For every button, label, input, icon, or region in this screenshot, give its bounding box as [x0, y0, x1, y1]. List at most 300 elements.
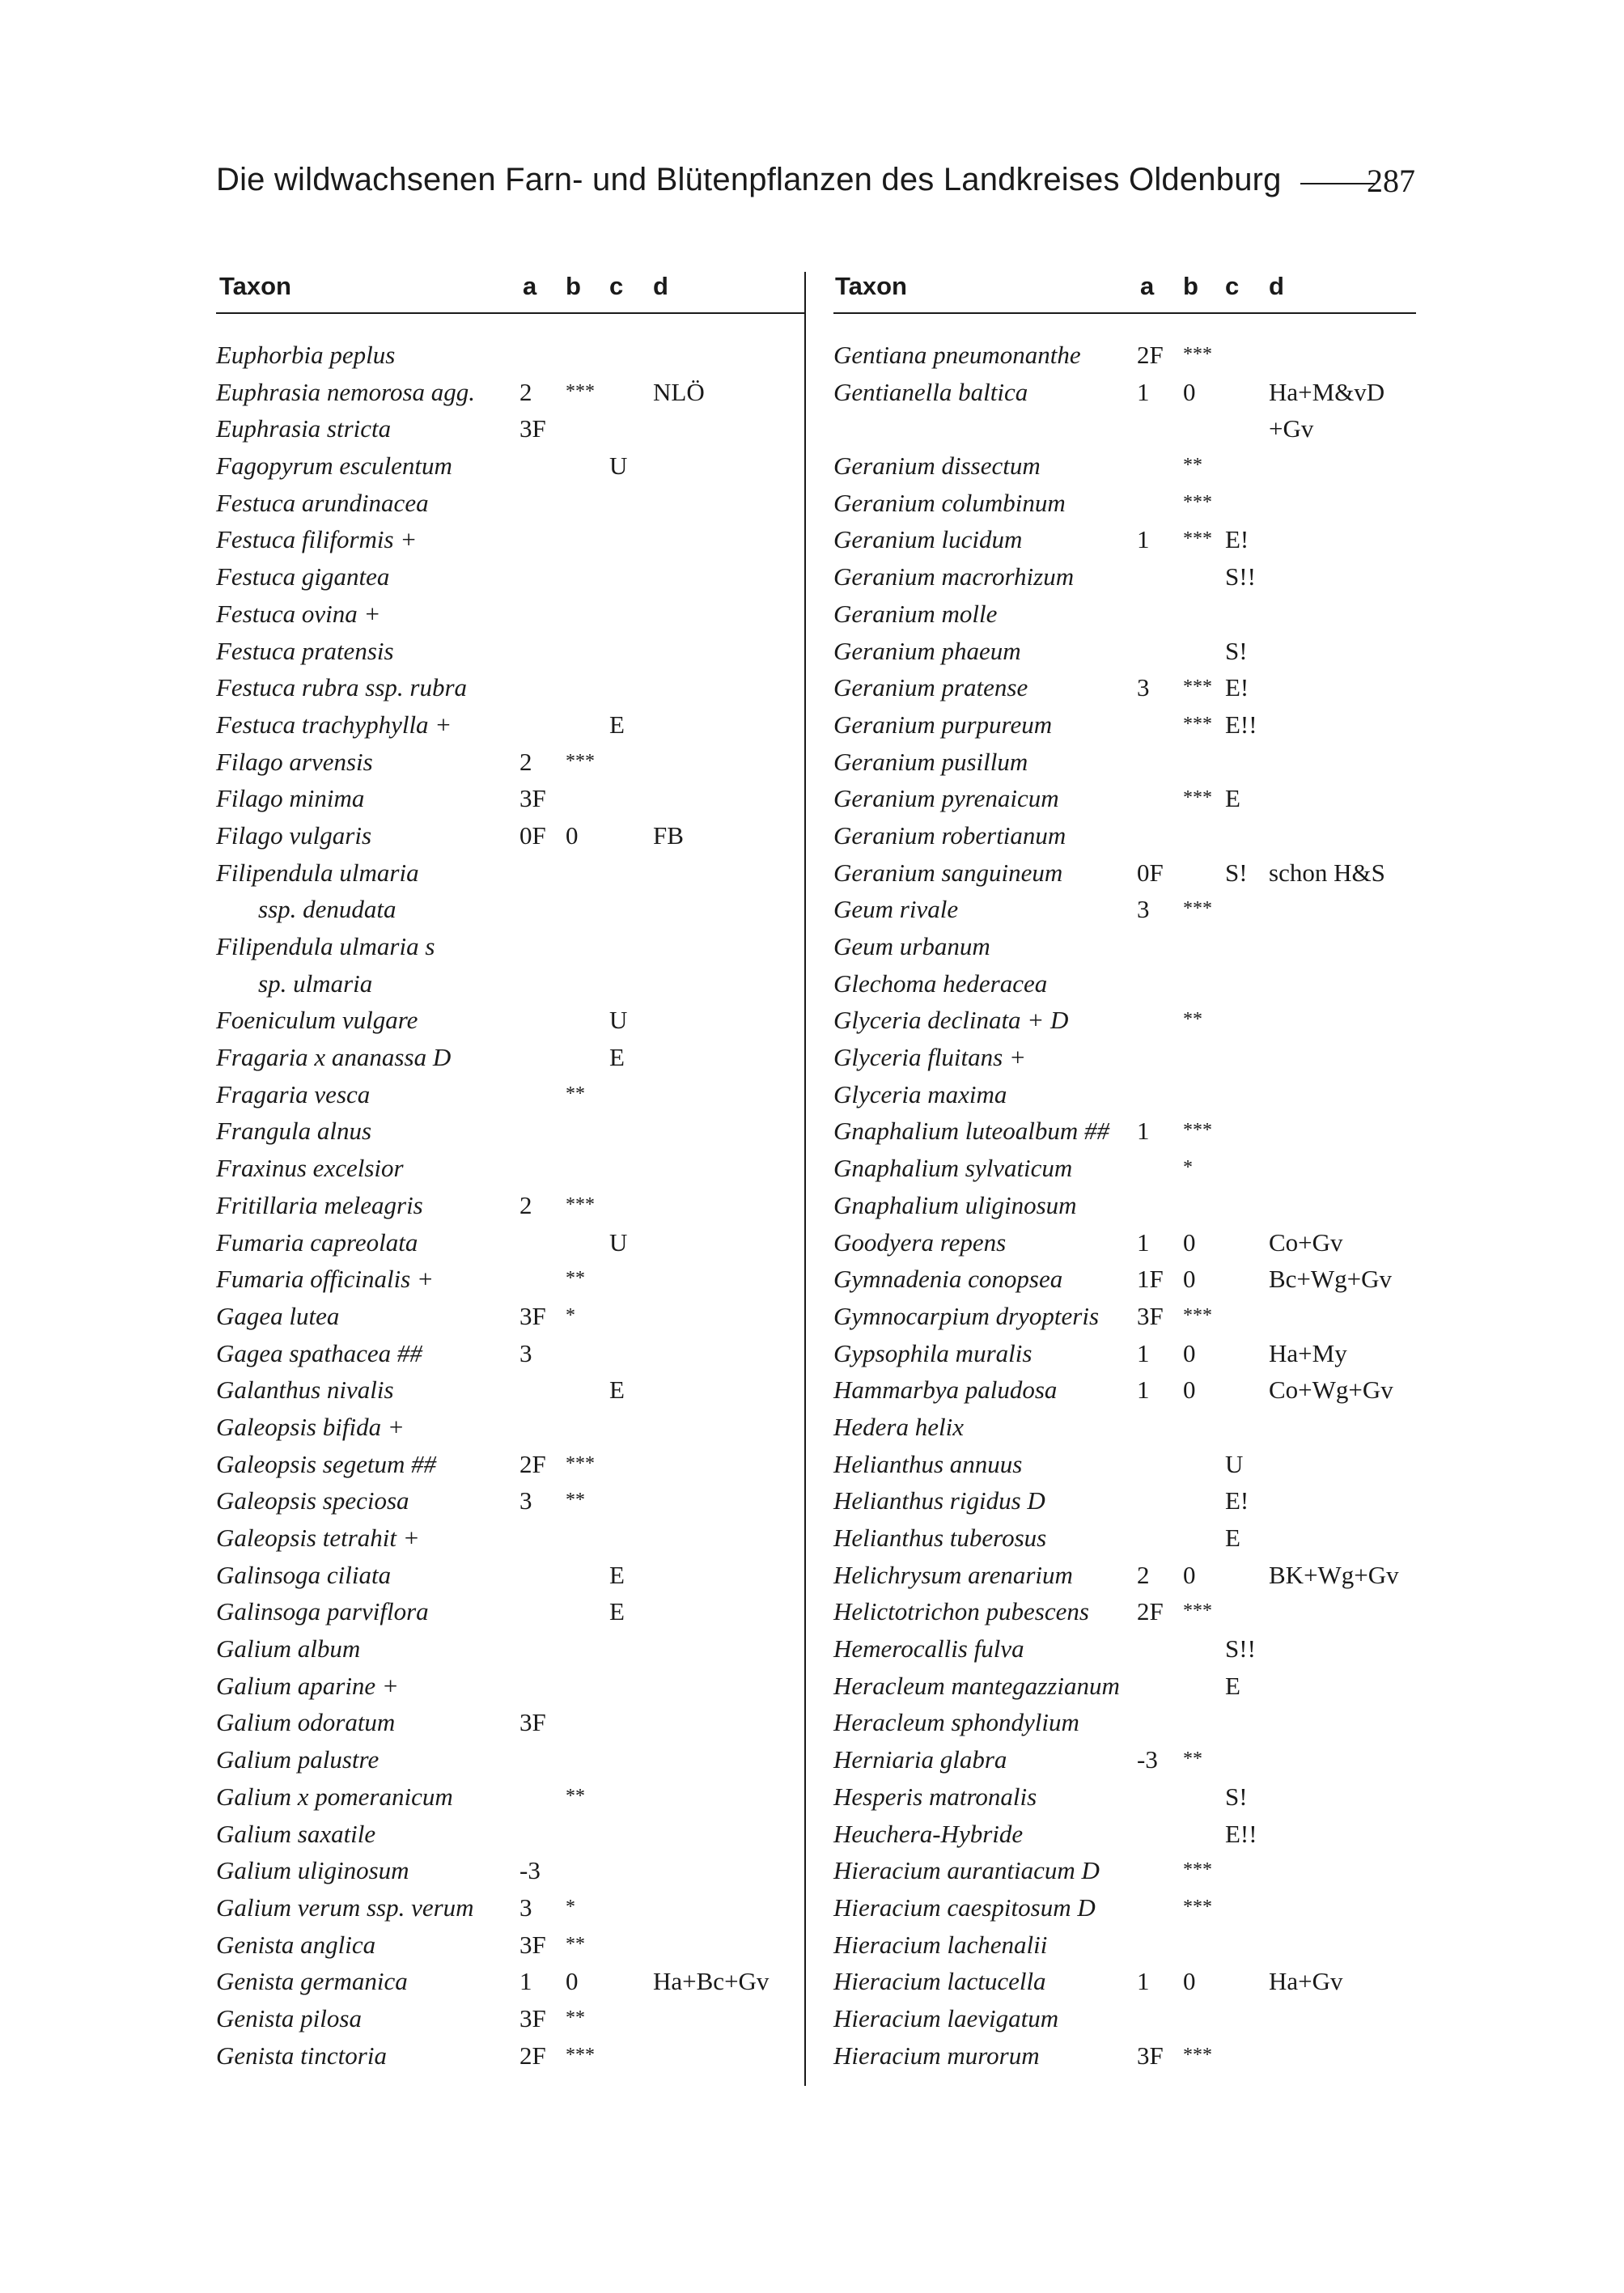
table-row	[216, 2037, 803, 2075]
header-taxon: Taxon	[219, 272, 291, 300]
a-cell: 2	[1137, 1560, 1150, 1589]
b-cell: **	[1183, 1748, 1202, 1770]
table-row	[833, 928, 1416, 965]
a-cell: 3	[519, 1486, 532, 1515]
b-cell: ***	[1183, 713, 1212, 735]
table-row	[216, 706, 803, 744]
right-table	[833, 267, 1416, 2087]
a-cell: 3F	[519, 1930, 546, 1959]
taxon-cell: Hieracium laevigatum	[833, 2003, 1059, 2032]
taxon-cell: Geranium dissectum	[833, 451, 1041, 481]
b-cell: **	[566, 1083, 585, 1104]
a-cell: 1F	[1137, 1265, 1164, 1294]
taxon-cell: Geranium macrorhizum	[833, 562, 1075, 591]
table-row	[216, 521, 803, 558]
taxon-cell: Festuca trachyphylla +	[216, 710, 452, 739]
c-cell: E!!	[1225, 1819, 1257, 1848]
header-rule	[833, 312, 1416, 314]
taxon-cell: Gentianella baltica	[833, 377, 1028, 406]
taxon-cell: Fumaria capreolata	[216, 1227, 418, 1257]
taxon-cell: Filago vulgaris	[216, 820, 372, 850]
table-row	[216, 410, 803, 447]
b-cell: ***	[1183, 1120, 1212, 1142]
right-table-header	[833, 267, 1416, 316]
taxon-cell: Geranium pyrenaicum	[833, 784, 1059, 813]
table-row	[216, 1446, 803, 1483]
table-row	[833, 1741, 1416, 1778]
table-row	[216, 928, 803, 965]
a-cell: 0F	[519, 820, 546, 850]
b-cell: 0	[1183, 1375, 1196, 1405]
a-cell: 3F	[1137, 1301, 1164, 1330]
a-cell: 3F	[519, 414, 546, 443]
taxon-cell: Galeopsis tetrahit +	[216, 1524, 420, 1552]
taxon-cell: Helianthus tuberosus	[833, 1524, 1047, 1552]
taxon-cell: Fumaria officinalis +	[216, 1265, 434, 1294]
taxon-cell: Genista anglica	[216, 1930, 376, 1959]
table-row	[216, 1150, 803, 1187]
table-row	[216, 1039, 803, 1076]
table-row	[216, 1076, 803, 1113]
taxon-cell: Gymnocarpium dryopteris	[833, 1301, 1100, 1330]
left-table-header	[216, 267, 803, 316]
b-cell: *	[1183, 1157, 1193, 1179]
d-cell: Ha+M&vD	[1269, 377, 1385, 406]
c-cell: E	[1225, 1671, 1240, 1700]
taxon-cell: Galinsoga parviflora	[216, 1597, 429, 1626]
taxon-cell: Filipendula ulmaria	[216, 858, 419, 887]
table-row	[216, 1963, 803, 2000]
b-cell: ***	[1183, 528, 1212, 550]
taxon-cell: Galanthus nivalis	[216, 1375, 394, 1405]
d-cell: Bc+Wg+Gv	[1269, 1265, 1393, 1294]
b-cell: *	[566, 1896, 575, 1918]
a-cell: 3	[519, 1338, 532, 1367]
a-cell: 2F	[519, 2041, 546, 2070]
table-row	[216, 1335, 803, 1372]
taxon-cell: Filipendula ulmaria s	[216, 932, 435, 960]
table-row	[216, 1704, 803, 1741]
table-row	[833, 965, 1416, 1002]
table-row	[216, 1889, 803, 1926]
taxon-cell: Hieracium aurantiacum D	[833, 1856, 1100, 1885]
b-cell: ***	[1183, 1600, 1212, 1622]
taxon-cell: Geum rivale	[833, 895, 959, 924]
table-row	[216, 633, 803, 670]
table-row	[216, 1926, 803, 1964]
table-row	[216, 817, 803, 854]
b-cell: ***	[566, 380, 595, 402]
header-c: c	[1225, 272, 1240, 300]
b-cell: ***	[1183, 1304, 1212, 1326]
table-row	[833, 1482, 1416, 1519]
b-cell: **	[1183, 455, 1202, 477]
a-cell: 2	[519, 1190, 532, 1219]
table-row	[216, 2000, 803, 2037]
header-a: a	[523, 272, 537, 300]
d-cell: NLÖ	[653, 377, 705, 406]
taxon-cell: Heracleum mantegazzianum	[833, 1671, 1120, 1700]
taxon-cell: Gagea lutea	[216, 1301, 340, 1330]
taxon-cell: Gnaphalium sylvaticum	[833, 1154, 1073, 1183]
a-cell: 1	[1137, 1967, 1150, 1996]
taxon-cell: Geranium purpureum	[833, 710, 1053, 739]
b-cell: ***	[1183, 898, 1212, 920]
a-cell: 2F	[519, 1449, 546, 1478]
taxon-cell: Helianthus annuus	[833, 1449, 1023, 1478]
table-row	[216, 558, 803, 596]
table-row	[216, 780, 803, 817]
taxon-cell: Helianthus rigidus D	[833, 1486, 1045, 1515]
table-row	[833, 1076, 1416, 1113]
left-rows	[216, 337, 803, 2074]
a-cell: 3F	[519, 1708, 546, 1737]
taxon-cell: Galeopsis segetum ##	[216, 1449, 437, 1478]
d-cell: Ha+Bc+Gv	[653, 1967, 770, 1996]
table-row	[833, 1002, 1416, 1039]
taxon-cell: Helichrysum arenarium	[833, 1560, 1073, 1589]
d-cell: Co+Gv	[1269, 1227, 1343, 1257]
table-row	[833, 1704, 1416, 1741]
table-row	[833, 1039, 1416, 1076]
b-cell: **	[1183, 1009, 1202, 1031]
d-cell: Ha+Gv	[1269, 1967, 1343, 1996]
taxon-cell: Geranium columbinum	[833, 488, 1066, 517]
taxon-cell: Heracleum sphondylium	[833, 1708, 1079, 1737]
taxon-cell: Geranium pratense	[833, 673, 1028, 702]
taxon-cell: Hesperis matronalis	[833, 1782, 1037, 1811]
header-b: b	[566, 272, 581, 300]
running-head	[216, 162, 1422, 210]
table-row	[216, 1224, 803, 1261]
table-row	[833, 1298, 1416, 1335]
taxon-cell: Hieracium lachenalii	[833, 1930, 1048, 1959]
table-row	[833, 596, 1416, 633]
table-row	[216, 891, 803, 928]
a-cell: -3	[519, 1856, 541, 1885]
table-row	[216, 1741, 803, 1778]
table-row	[833, 2037, 1416, 2075]
taxon-cell: Goodyera repens	[833, 1227, 1007, 1257]
table-row	[833, 854, 1416, 892]
table-row	[833, 817, 1416, 854]
taxon-cell: Glyceria declinata + D	[833, 1006, 1069, 1035]
d-cell: +Gv	[1269, 414, 1314, 443]
table-row	[833, 1668, 1416, 1705]
taxon-cell: Euphrasia nemorosa agg.	[216, 377, 476, 406]
a-cell: 1	[1137, 377, 1150, 406]
b-cell: ***	[1183, 344, 1212, 365]
c-cell: S!	[1225, 636, 1248, 665]
d-cell: Co+Wg+Gv	[1269, 1375, 1393, 1405]
taxon-cell: Genista pilosa	[216, 2003, 362, 2032]
table-row	[216, 1409, 803, 1446]
taxon-cell: sp. ulmaria	[258, 968, 373, 998]
taxon-cell: Galium odoratum	[216, 1708, 396, 1737]
taxon-cell: Euphrasia stricta	[216, 414, 392, 443]
taxon-cell: Geum urbanum	[833, 932, 990, 960]
header-d: d	[1269, 272, 1284, 300]
taxon-cell: Gypsophila muralis	[833, 1338, 1032, 1367]
table-row	[833, 1224, 1416, 1261]
taxon-cell: Galinsoga ciliata	[216, 1560, 392, 1589]
b-cell: 0	[1183, 1265, 1196, 1294]
taxon-cell: Glyceria maxima	[833, 1079, 1007, 1108]
c-cell: E	[609, 1043, 625, 1072]
taxon-cell: Hedera helix	[833, 1412, 964, 1441]
column-divider	[804, 272, 806, 2086]
table-row	[833, 1519, 1416, 1557]
c-cell: E!	[1225, 1486, 1249, 1515]
table-row	[216, 1113, 803, 1150]
taxon-cell: ssp. denudata	[258, 895, 396, 924]
a-cell: 2F	[1137, 1597, 1164, 1626]
taxon-cell: Gymnadenia conopsea	[833, 1265, 1063, 1294]
taxon-cell: Galium aparine +	[216, 1671, 399, 1700]
table-row	[833, 744, 1416, 781]
taxon-cell: Festuca arundinacea	[216, 488, 429, 517]
table-row	[216, 337, 803, 374]
table-row	[216, 447, 803, 485]
table-row	[216, 965, 803, 1002]
running-head-title: Die wildwachsenen Farn- und Blütenpflanzen des Landkreises Oldenburg	[216, 162, 1282, 197]
taxon-cell: Geranium molle	[833, 599, 998, 628]
table-row	[833, 669, 1416, 706]
table-row	[216, 1778, 803, 1816]
b-cell: ***	[566, 1193, 595, 1215]
table-row	[833, 1371, 1416, 1409]
taxon-cell: Galeopsis bifida +	[216, 1412, 405, 1441]
taxon-cell: Gnaphalium luteoalbum ##	[833, 1117, 1109, 1146]
table-row	[216, 1482, 803, 1519]
b-cell: 0	[1183, 1560, 1196, 1589]
b-cell: ***	[566, 1452, 595, 1474]
taxon-cell: Herniaria glabra	[833, 1745, 1007, 1774]
taxon-cell: Fragaria vesca	[216, 1079, 371, 1108]
c-cell: S!!	[1225, 1634, 1256, 1664]
a-cell: 3F	[519, 784, 546, 813]
table-row	[833, 1778, 1416, 1816]
taxon-cell: Geranium pusillum	[833, 747, 1028, 776]
b-cell: **	[566, 1268, 585, 1290]
taxon-cell: Glechoma hederacea	[833, 968, 1048, 998]
a-cell: 1	[1137, 525, 1150, 554]
b-cell: ***	[1183, 1896, 1212, 1918]
b-cell: *	[566, 1304, 575, 1326]
table-row	[216, 596, 803, 633]
b-cell: ***	[1183, 676, 1212, 698]
table-row	[216, 1852, 803, 1889]
table-row	[833, 1409, 1416, 1446]
c-cell: E	[609, 710, 625, 739]
table-row	[216, 1371, 803, 1409]
a-cell: 3	[519, 1892, 532, 1922]
header-taxon: Taxon	[835, 272, 907, 300]
c-cell: U	[1225, 1449, 1244, 1478]
taxon-cell: Galium uliginosum	[216, 1856, 409, 1885]
taxon-cell: Galium x pomeranicum	[216, 1782, 453, 1811]
c-cell: E	[609, 1597, 625, 1626]
a-cell: 0F	[1137, 858, 1164, 887]
taxon-cell: Gnaphalium uliginosum	[833, 1190, 1077, 1219]
a-cell: 1	[1137, 1338, 1150, 1367]
taxon-cell: Festuca gigantea	[216, 562, 390, 591]
table-row	[216, 1519, 803, 1557]
taxon-cell: Euphorbia peplus	[216, 341, 396, 369]
taxon-cell: Helictotrichon pubescens	[833, 1597, 1089, 1626]
table-row	[833, 1816, 1416, 1853]
taxon-cell: Heuchera-Hybride	[833, 1819, 1024, 1848]
taxon-cell: Hemerocallis fulva	[833, 1634, 1024, 1664]
header-b: b	[1183, 272, 1198, 300]
a-cell: 2	[519, 377, 532, 406]
header-d: d	[653, 272, 668, 300]
taxon-cell: Festuca filiformis +	[216, 525, 418, 554]
right-rows	[833, 337, 1416, 2074]
b-cell: 0	[1183, 1967, 1196, 1996]
c-cell: S!!	[1225, 562, 1256, 591]
a-cell: 1	[1137, 1117, 1150, 1146]
running-head-dash	[1300, 183, 1375, 184]
b-cell: 0	[566, 1967, 579, 1996]
taxon-cell: Geranium robertianum	[833, 820, 1066, 850]
d-cell: BK+Wg+Gv	[1269, 1560, 1399, 1589]
c-cell: E	[609, 1560, 625, 1589]
taxon-cell: Hammarbya paludosa	[833, 1375, 1058, 1405]
left-table	[216, 267, 803, 2087]
table-row	[216, 1630, 803, 1668]
b-cell: ***	[1183, 787, 1212, 809]
table-row	[216, 1187, 803, 1224]
table-row	[833, 1150, 1416, 1187]
table-row	[216, 485, 803, 522]
table-row	[833, 1557, 1416, 1594]
b-cell: 0	[1183, 1227, 1196, 1257]
taxon-cell: Festuca pratensis	[216, 636, 394, 665]
b-cell: **	[566, 1490, 585, 1511]
b-cell: 0	[1183, 1338, 1196, 1367]
c-cell: U	[609, 1006, 628, 1035]
table-row	[833, 337, 1416, 374]
c-cell: E	[609, 1375, 625, 1405]
taxon-cell: Filago arvensis	[216, 747, 373, 776]
a-cell: 3F	[519, 2003, 546, 2032]
table-row	[216, 374, 803, 411]
taxon-cell: Frangula alnus	[216, 1117, 372, 1146]
table-row	[216, 1298, 803, 1335]
b-cell: **	[566, 1933, 585, 1955]
taxon-cell: Festuca rubra ssp. rubra	[216, 673, 468, 702]
table-row	[833, 780, 1416, 817]
table-row	[833, 633, 1416, 670]
taxon-cell: Hieracium murorum	[833, 2041, 1040, 2070]
table-row	[216, 1668, 803, 1705]
header-a: a	[1140, 272, 1155, 300]
table-row	[833, 1187, 1416, 1224]
c-cell: E	[1225, 1524, 1240, 1552]
table-row	[833, 558, 1416, 596]
table-row	[833, 447, 1416, 485]
table-row	[833, 374, 1416, 411]
b-cell: **	[566, 2007, 585, 2028]
taxon-cell: Galium verum ssp. verum	[216, 1892, 474, 1922]
c-cell: E!!	[1225, 710, 1257, 739]
d-cell: schon H&S	[1269, 858, 1385, 887]
table-row	[833, 1335, 1416, 1372]
taxon-cell: Hieracium caespitosum D	[833, 1892, 1096, 1922]
c-cell: U	[609, 1227, 628, 1257]
a-cell: 2F	[1137, 341, 1164, 369]
c-cell: E!	[1225, 673, 1249, 702]
b-cell: **	[566, 1785, 585, 1807]
table-row	[833, 485, 1416, 522]
taxon-cell: Galium palustre	[216, 1745, 379, 1774]
c-cell: U	[609, 451, 628, 481]
a-cell: 1	[519, 1967, 532, 1996]
a-cell: 1	[1137, 1375, 1150, 1405]
table-row	[833, 1630, 1416, 1668]
table-row	[833, 891, 1416, 928]
taxon-cell: Geranium sanguineum	[833, 858, 1063, 887]
a-cell: 2	[519, 747, 532, 776]
c-cell: S!	[1225, 858, 1248, 887]
c-cell: S!	[1225, 1782, 1248, 1811]
b-cell: 0	[1183, 377, 1196, 406]
a-cell: 3	[1137, 673, 1150, 702]
table-row	[833, 706, 1416, 744]
table-row	[216, 669, 803, 706]
a-cell: 3F	[1137, 2041, 1164, 2070]
table-row	[833, 521, 1416, 558]
table-row	[833, 1889, 1416, 1926]
table-row	[216, 1002, 803, 1039]
table-row	[833, 2000, 1416, 2037]
table-row	[216, 1593, 803, 1630]
taxon-cell: Fagopyrum esculentum	[216, 451, 452, 481]
c-cell: E!	[1225, 525, 1249, 554]
taxon-cell: Foeniculum vulgare	[216, 1006, 418, 1035]
b-cell: ***	[1183, 491, 1212, 513]
table-row	[216, 1816, 803, 1853]
taxon-cell: Galium album	[216, 1634, 361, 1664]
taxon-cell: Genista tinctoria	[216, 2041, 387, 2070]
d-cell: Ha+My	[1269, 1338, 1347, 1367]
b-cell: ***	[566, 750, 595, 772]
table-row	[833, 1261, 1416, 1298]
table-row	[833, 1446, 1416, 1483]
a-cell: 1	[1137, 1227, 1150, 1257]
a-cell: -3	[1137, 1745, 1158, 1774]
table-row	[216, 1557, 803, 1594]
table-row	[216, 744, 803, 781]
b-cell: ***	[566, 2044, 595, 2066]
taxon-cell: Gentiana pneumonanthe	[833, 341, 1081, 369]
taxon-cell: Gagea spathacea ##	[216, 1338, 422, 1367]
taxon-cell: Fritillaria meleagris	[216, 1190, 423, 1219]
taxon-cell: Filago minima	[216, 784, 365, 813]
a-cell: 3F	[519, 1301, 546, 1330]
d-cell: FB	[653, 820, 684, 850]
a-cell: 3	[1137, 895, 1150, 924]
taxon-cell: Galium saxatile	[216, 1819, 376, 1848]
taxon-cell: Hieracium lactucella	[833, 1967, 1046, 1996]
b-cell: ***	[1183, 1859, 1212, 1881]
header-rule	[216, 312, 804, 314]
b-cell: ***	[1183, 2044, 1212, 2066]
table-row	[833, 410, 1416, 447]
taxon-cell: Galeopsis speciosa	[216, 1486, 409, 1515]
taxon-cell: Genista germanica	[216, 1967, 408, 1996]
